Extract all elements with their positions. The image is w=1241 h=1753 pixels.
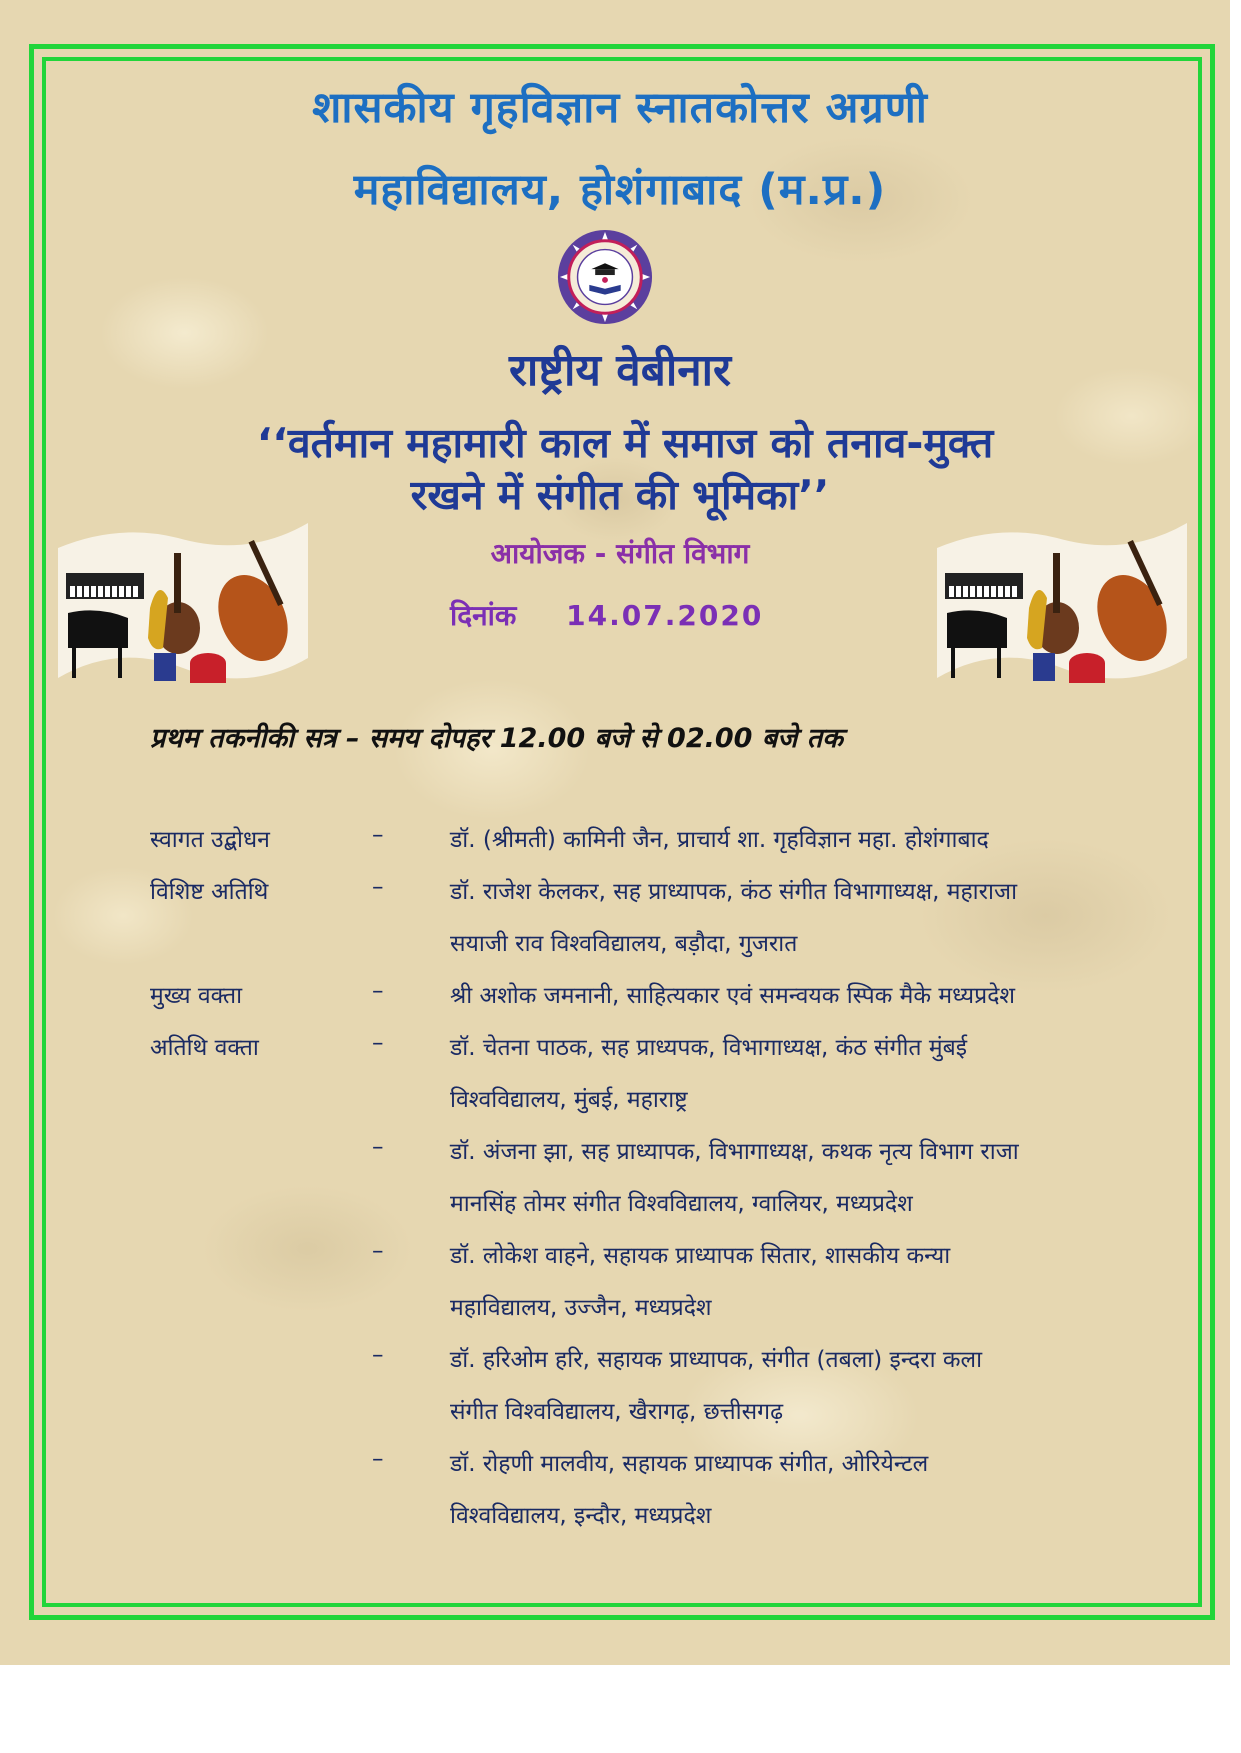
schedule-person: डॉ. अंजना झा, सह प्राध्यापक, विभागाध्यक्ष, कथक नृत्य विभाग राजा bbox=[450, 1139, 1019, 1165]
schedule-role: स्वागत उद्बोधन bbox=[150, 827, 270, 853]
schedule-person-cont: विश्वविद्यालय, इन्दौर, मध्यप्रदेश bbox=[450, 1503, 712, 1529]
organizer-label: आयोजक - संगीत विभाग bbox=[490, 537, 750, 570]
schedule-person: श्री अशोक जमनानी, साहित्यकार एवं समन्वयक स्पिक मैके मध्यप्रदेश bbox=[450, 983, 1016, 1009]
schedule-person: डॉ. (श्रीमती) कामिनी जैन, प्राचार्य शा. गृहविज्ञान महा. होशंगाबाद bbox=[450, 827, 989, 853]
dash-separator: – bbox=[372, 1238, 384, 1264]
topic-line1: ‘‘वर्तमान महामारी काल में समाज को तनाव-मुक्त bbox=[256, 419, 994, 467]
schedule-person: डॉ. राजेश केलकर, सह प्राध्यापक, कंठ संगीत विभागाध्यक्ष, महाराजा bbox=[450, 879, 1018, 905]
dash-separator: – bbox=[372, 1342, 384, 1368]
schedule-role: अतिथि वक्ता bbox=[150, 1035, 259, 1061]
webinar-title: राष्ट्रीय वेबीनार bbox=[508, 345, 732, 396]
schedule-person: डॉ. लोकेश वाहने, सहायक प्राध्यापक सितार, शासकीय कन्या bbox=[450, 1243, 951, 1269]
schedule-role: विशिष्ट अतिथि bbox=[150, 879, 269, 905]
schedule-person: डॉ. चेतना पाठक, सह प्राध्यपक, विभागाध्यक्ष, कंठ संगीत मुंबई bbox=[450, 1035, 968, 1061]
college-seal-logo bbox=[556, 228, 654, 326]
dash-separator: – bbox=[372, 822, 384, 848]
schedule-person-cont: सयाजी राव विश्वविद्यालय, बड़ौदा, गुजरात bbox=[450, 931, 798, 957]
topic-line2: रखने में संगीत की भूमिका’’ bbox=[410, 471, 830, 519]
schedule-person: डॉ. रोहणी मालवीय, सहायक प्राध्यापक संगीत, ओरियेन्टल bbox=[450, 1451, 929, 1477]
schedule-role: मुख्य वक्ता bbox=[150, 983, 243, 1009]
schedule-person-cont: मानसिंह तोमर संगीत विश्वविद्यालय, ग्वालियर, मध्यप्रदेश bbox=[450, 1191, 913, 1217]
dash-separator: – bbox=[372, 1134, 384, 1160]
schedule-person: डॉ. हरिओम हरि, सहायक प्राध्यापक, संगीत (तबला) इन्दरा कला bbox=[450, 1347, 983, 1373]
schedule-person-cont: महाविद्यालय, उज्जैन, मध्यप्रदेश bbox=[450, 1295, 712, 1321]
date-label: दिनांक bbox=[450, 599, 517, 632]
dash-separator: – bbox=[372, 874, 384, 900]
college-name-line1: शासकीय गृहविज्ञान स्नातकोत्तर अग्रणी bbox=[312, 83, 928, 133]
event-date bbox=[450, 596, 763, 634]
date-value: 14.07.2020 bbox=[566, 599, 764, 632]
session-title: प्रथम तकनीकी सत्र – समय दोपहर 12.00 बजे से 02.00 बजे तक bbox=[150, 723, 843, 754]
schedule-person-cont: संगीत विश्वविद्यालय, खैरागढ़, छत्तीसगढ़ bbox=[450, 1399, 784, 1425]
college-name-line2: महाविद्यालय, होशंगाबाद (म.प्र.) bbox=[353, 165, 887, 215]
dash-separator: – bbox=[372, 978, 384, 1004]
dash-separator: – bbox=[372, 1030, 384, 1056]
schedule-person-cont: विश्वविद्यालय, मुंबई, महाराष्ट्र bbox=[450, 1087, 688, 1113]
dash-separator: – bbox=[372, 1446, 384, 1472]
